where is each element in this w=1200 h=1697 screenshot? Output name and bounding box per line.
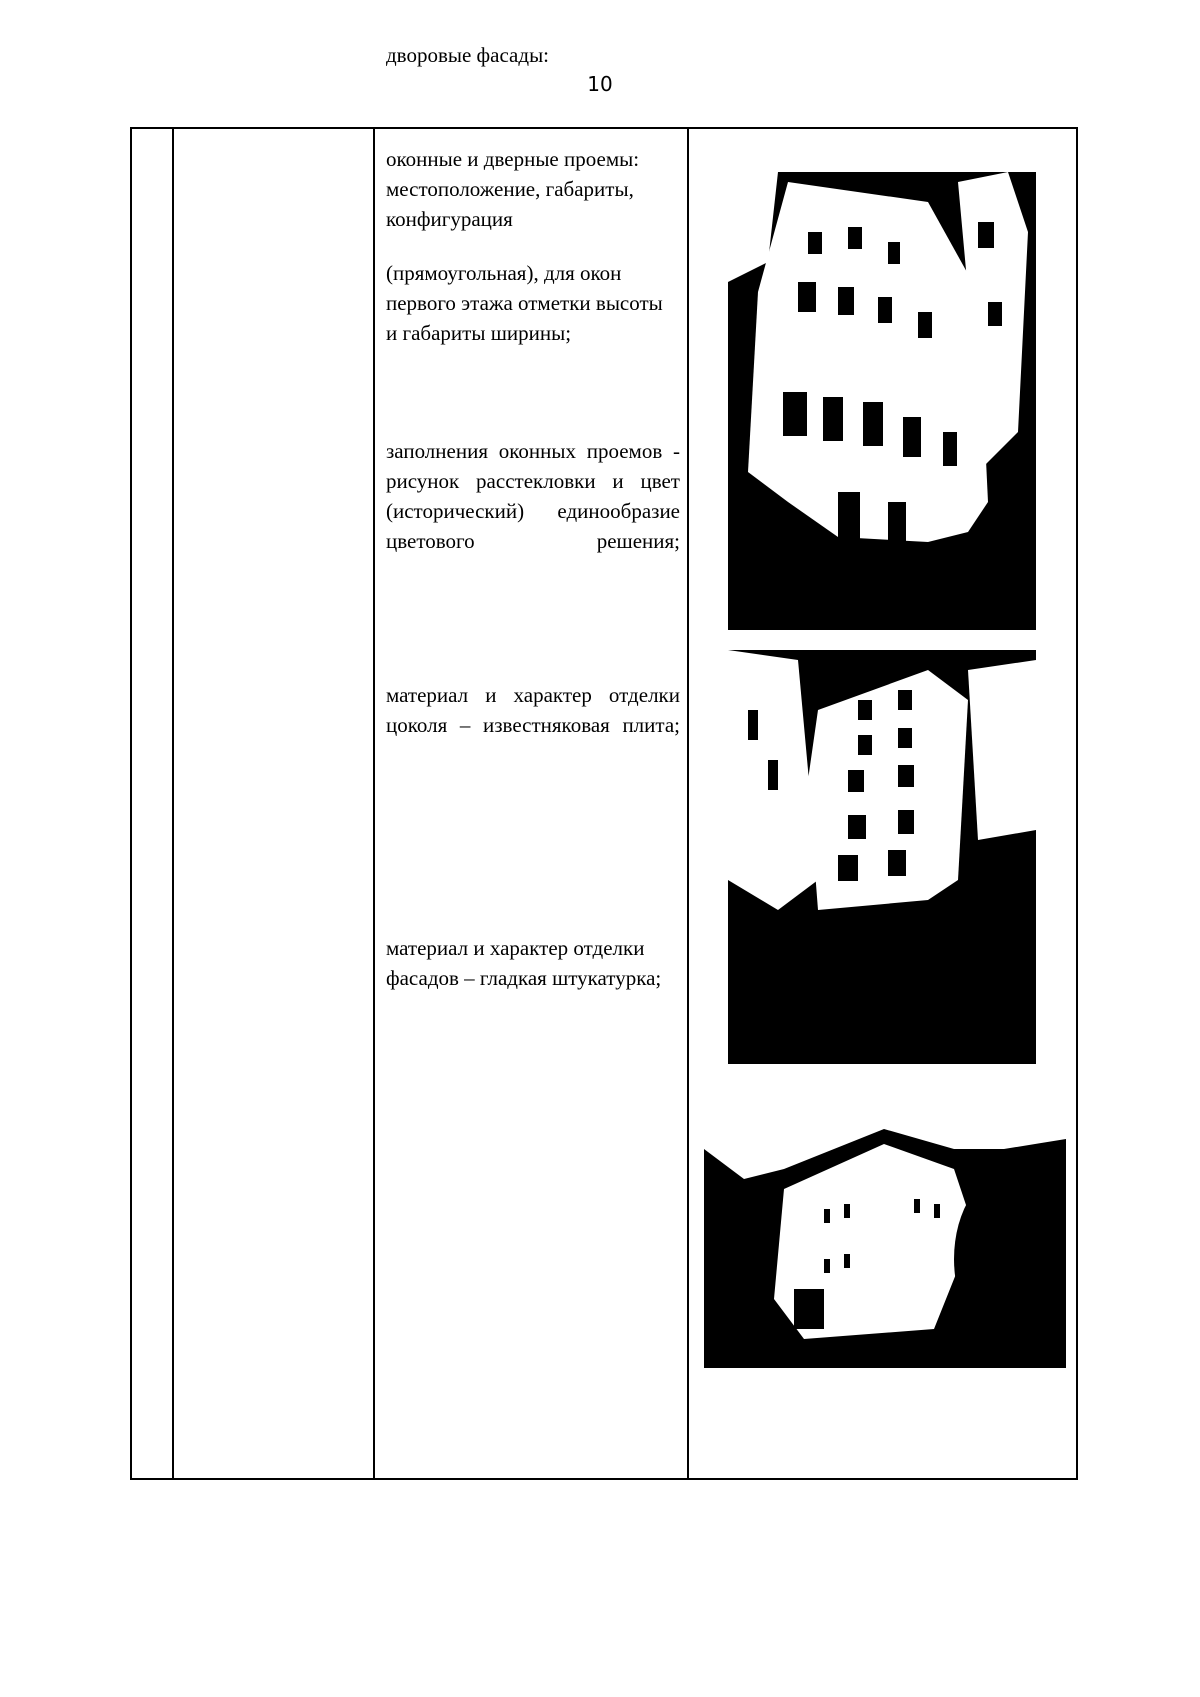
courtyard-facade-photo-2: [728, 650, 1036, 1064]
item-window-fillings: заполнения оконных проемов - рисунок расстекловки и цвет (исторический) единообразие цветового решения;: [386, 439, 680, 553]
table-top-border: [130, 127, 1078, 129]
table-bottom-border: [130, 1478, 1078, 1480]
item-courtyard-facades: дворовые фасады:: [386, 43, 550, 67]
item-plinth-finish: материал и характер отделки цоколя – известняковая плита;: [386, 683, 680, 737]
item-window-door-openings: оконные и дверные проемы: местоположение, габариты, конфигурация: [386, 147, 640, 231]
item-facade-finish: материал и характер отделки фасадов – гладкая штукатурка;: [386, 936, 662, 990]
table-left-border: [130, 127, 132, 1480]
page-number: 10: [587, 72, 613, 96]
courtyard-facade-photo-1: [728, 172, 1036, 630]
item-window-dimensions: (прямоугольная), для окон первого этажа отметки высоты и габариты ширины;: [386, 261, 663, 345]
column-divider-3: [687, 127, 689, 1480]
column-divider-2: [373, 127, 375, 1480]
table-right-border: [1076, 127, 1078, 1480]
courtyard-facade-photo-3: [704, 1129, 1066, 1368]
column-divider-1: [172, 127, 174, 1480]
